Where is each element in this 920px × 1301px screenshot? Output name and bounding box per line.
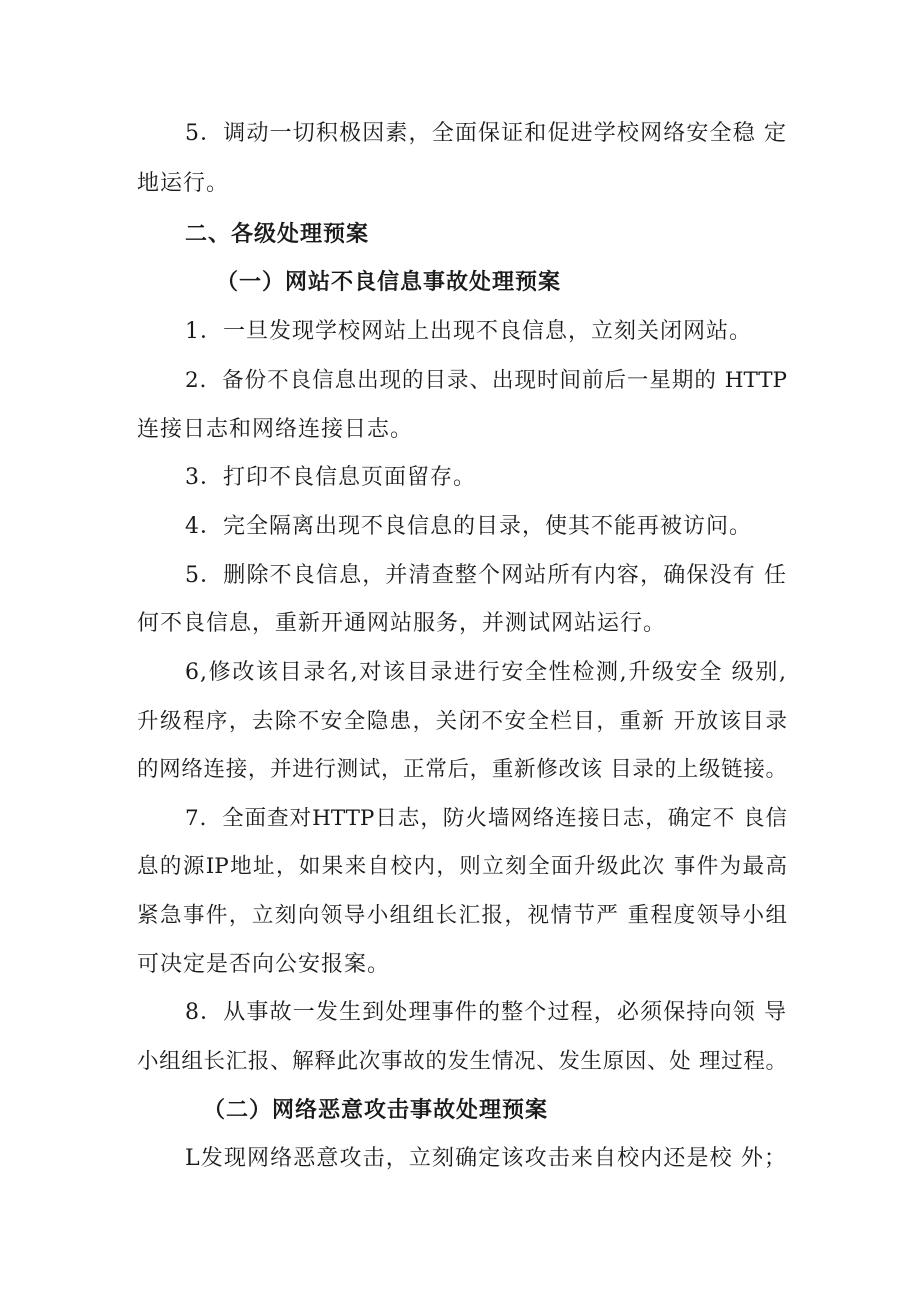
paragraph-line: 5．删除不良信息，并清查整个网站所有内容，确保没有 任	[185, 563, 787, 588]
paragraph-line: 的网络连接，并进行测试，正常后，重新修改该 目录的上级链接。	[137, 757, 787, 782]
section-heading: 二、各级处理预案	[185, 222, 370, 247]
paragraph-line: 6,修改该目录名,对该目录进行安全性检测,升级安全 级别,	[185, 660, 787, 685]
subsection-heading: （一）网站不良信息事故处理预案	[216, 270, 562, 295]
paragraph-line: 紧急事件，立刻向领导小组组长汇报，视情节严 重程度领导小组	[137, 903, 787, 928]
paragraph-line: 何不良信息，重新开通网站服务，并测试网站运行。	[137, 611, 667, 636]
paragraph-line: 地运行。	[137, 171, 230, 196]
subsection-heading: （二）网络恶意攻击事故处理预案	[203, 1098, 549, 1123]
paragraph-line: 8．从事故一发生到处理事件的整个过程，必须保持向领 导	[185, 1000, 787, 1025]
paragraph-line: L发现网络恶意攻击，立刻确定该攻击来自校内还是校 外；	[185, 1146, 787, 1171]
paragraph-line: 7．全面查对HTTP日志，防火墙网络连接日志，确定不 良信	[185, 806, 787, 831]
paragraph-line: 4．完全隔离出现不良信息的目录，使其不能再被访问。	[185, 514, 752, 539]
paragraph-line: 1．一旦发现学校网站上出现不良信息，立刻关闭网站。	[185, 319, 752, 344]
paragraph-line: 连接日志和网络连接日志。	[137, 417, 414, 442]
paragraph-line: 3．打印不良信息页面留存。	[185, 465, 476, 490]
paragraph-line: 2．备份不良信息出现的目录、出现时间前后一星期的 HTTP	[185, 368, 787, 393]
paragraph-line: 小组组长汇报、解释此次事故的发生情况、发生原因、处 理过程。	[137, 1049, 787, 1074]
paragraph-line: 5．调动一切积极因素，全面保证和促进学校网络安全稳 定	[185, 121, 787, 146]
paragraph-line: 可决定是否向公安报案。	[137, 952, 391, 977]
paragraph-line: 息的源IP地址，如果来自校内，则立刻全面升级此次 事件为最高	[137, 854, 787, 879]
paragraph-line: 升级程序，去除不安全隐患，关闭不安全栏目，重新 开放该目录	[137, 709, 787, 734]
